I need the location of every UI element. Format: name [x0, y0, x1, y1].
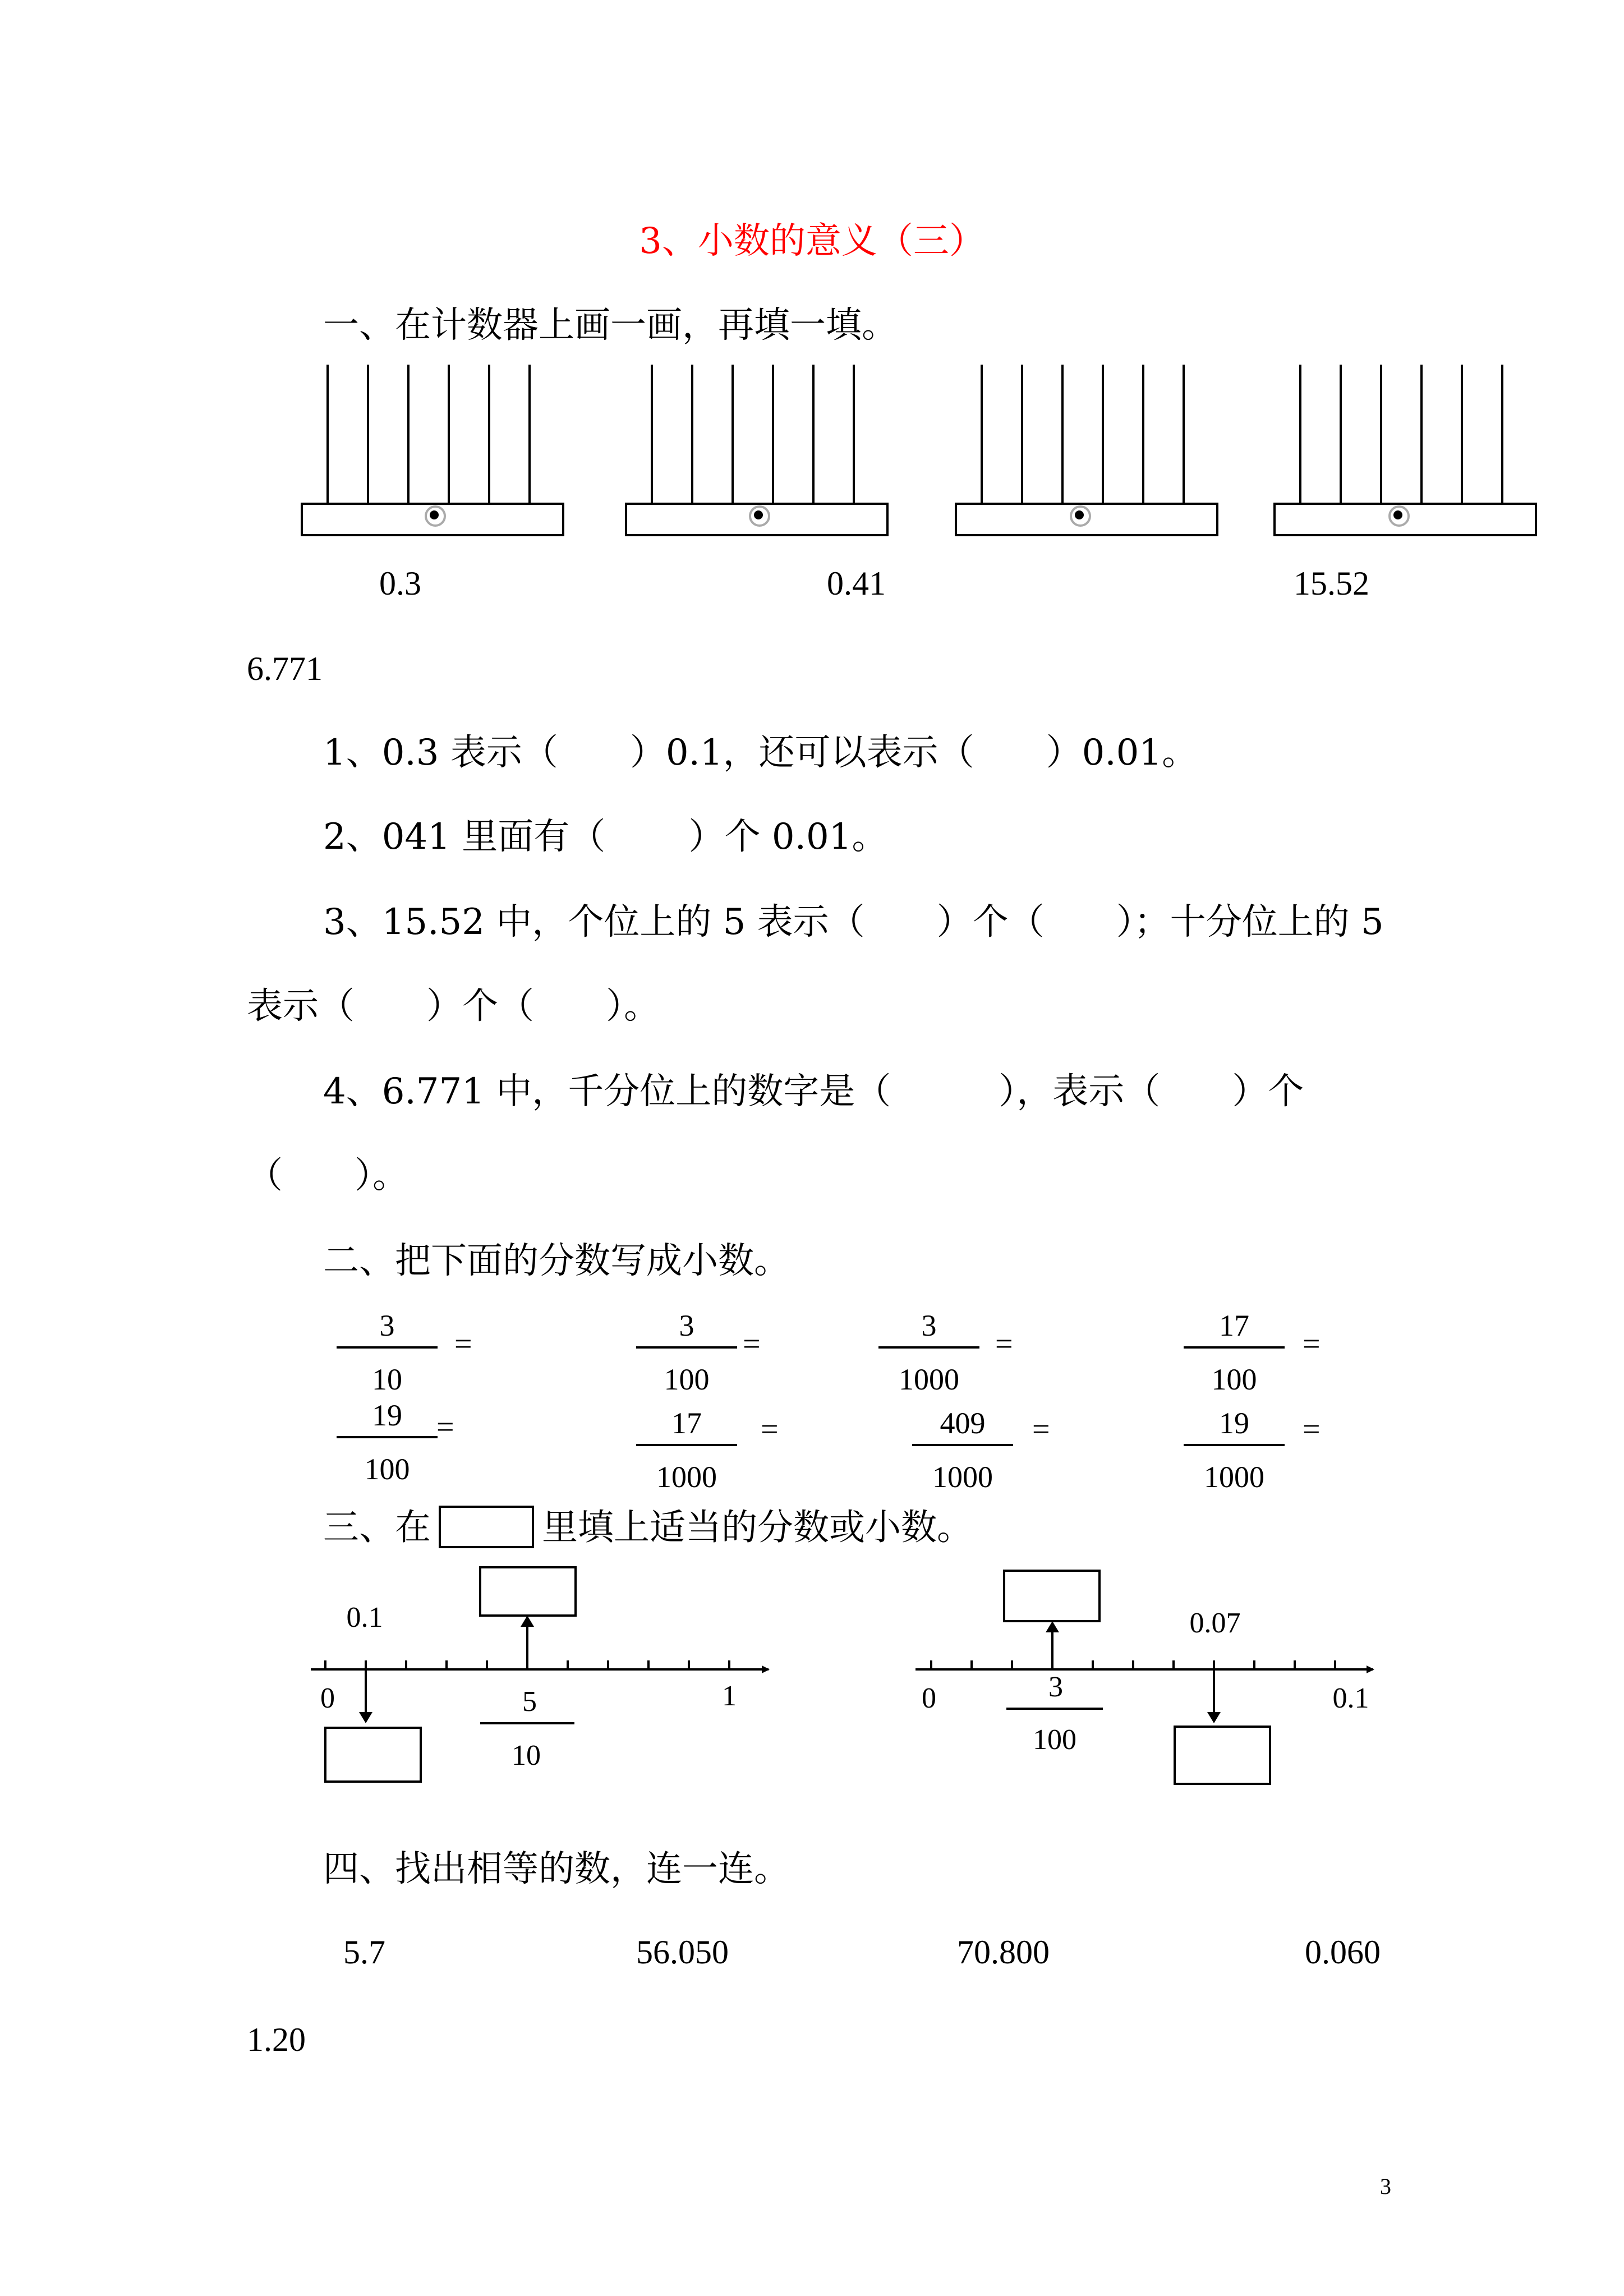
label-end: 0.1: [1332, 1682, 1369, 1714]
equals-sign: =: [1303, 1327, 1321, 1361]
label-start: 0: [922, 1682, 936, 1714]
fraction-numerator: 3: [379, 1309, 395, 1342]
match-number-3: 70.800: [957, 1934, 1050, 1971]
page-title: 3、小数的意义（三）: [639, 220, 985, 262]
counter-diagrams: [292, 359, 1554, 550]
section1-heading: 一、在计数器上画一画，再填一填。: [323, 305, 898, 346]
fraction-denominator: 100: [664, 1363, 710, 1396]
fraction-denominator: 1000: [1204, 1460, 1264, 1494]
counter-3: [956, 365, 1217, 535]
question-4-line2: （ ）。: [247, 1155, 408, 1197]
counter-value-1: 0.3: [379, 565, 421, 602]
match-number-4: 0.060: [1305, 1934, 1381, 1971]
tick-marks: [325, 1660, 729, 1669]
section3-heading: [323, 1509, 973, 1552]
answer-box[interactable]: [480, 1567, 576, 1616]
counter-value-4: 6.771: [247, 650, 323, 687]
answer-box[interactable]: [1175, 1727, 1270, 1784]
match-number-1: 5.7: [343, 1934, 385, 1971]
fraction-denominator: 1000: [656, 1460, 717, 1494]
fraction-r2-4: [1184, 1408, 1285, 1492]
fraction-numerator: 17: [1219, 1309, 1249, 1342]
fraction-numerator: 3: [921, 1309, 937, 1342]
fraction-numerator: 409: [940, 1406, 986, 1440]
question-1: 1、0.3 表示（ ）0.1，还可以表示（ ）0.01。: [323, 732, 1198, 774]
counter-4: [1275, 365, 1536, 535]
equals-sign: =: [743, 1327, 761, 1361]
fraction-denominator: 1000: [932, 1460, 993, 1494]
fraction-r1-4: [1184, 1310, 1285, 1395]
fraction-r1-1: [337, 1310, 438, 1395]
section4-heading: 四、找出相等的数，连一连。: [323, 1848, 790, 1890]
fraction-numerator: 3: [1048, 1671, 1063, 1703]
label-top: 0.1: [346, 1602, 383, 1634]
label-start: 0: [320, 1682, 335, 1714]
fraction-r1-3: [878, 1310, 979, 1395]
fraction-numerator: 19: [1219, 1406, 1249, 1440]
fraction-r2-1: [337, 1400, 438, 1484]
fraction-denominator: 100: [364, 1452, 410, 1486]
question-3-line2: 表示（ ）个（ ）。: [247, 986, 660, 1027]
section3-heading-end: 里填上适当的分数或小数。: [542, 1507, 973, 1549]
number-line-1: [303, 1559, 808, 1806]
section2-heading: 二、把下面的分数写成小数。: [323, 1240, 790, 1282]
fraction-r2-3: [912, 1408, 1013, 1492]
fraction-numerator: 5: [522, 1686, 537, 1718]
question-2: 2、041 里面有（ ）个 0.01。: [323, 816, 888, 858]
counter-2: [626, 365, 887, 535]
page-number: 3: [1380, 2174, 1391, 2199]
fraction-numerator: 17: [671, 1406, 702, 1440]
fraction-r2-2: [636, 1408, 737, 1492]
equals-sign: =: [995, 1327, 1013, 1361]
label-end: 1: [722, 1680, 737, 1712]
counter-value-3: 15.52: [1294, 565, 1369, 602]
fraction-denominator: 100: [1033, 1724, 1076, 1756]
fraction-denominator: 10: [512, 1740, 541, 1772]
equals-sign: =: [436, 1410, 454, 1444]
fraction-r1-2: [636, 1310, 737, 1395]
equals-sign: =: [1303, 1412, 1321, 1447]
match-number-5: 1.20: [247, 2021, 306, 2058]
answer-box[interactable]: [1004, 1571, 1099, 1621]
counter-value-2: 0.41: [827, 565, 886, 602]
equals-sign: =: [454, 1327, 472, 1361]
fraction-numerator: 19: [372, 1398, 402, 1432]
label-top: 0.07: [1189, 1607, 1241, 1639]
answer-box[interactable]: [325, 1728, 421, 1782]
counter-1: [302, 365, 563, 535]
fraction-numerator: 3: [679, 1309, 694, 1342]
tick-marks: [931, 1660, 1335, 1669]
match-number-2: 56.050: [636, 1934, 729, 1971]
question-3-line1: 3、15.52 中，个位上的 5 表示（ ）个（ ）；十分位上的 5: [323, 901, 1384, 943]
number-line-2: [909, 1559, 1414, 1806]
equals-sign: =: [761, 1412, 779, 1447]
fraction-denominator: 100: [1211, 1363, 1257, 1396]
question-4-line1: 4、6.771 中，千分位上的数字是（ ），表示（ ）个: [323, 1071, 1304, 1112]
fraction-denominator: 10: [372, 1363, 402, 1396]
equals-sign: =: [1032, 1412, 1050, 1447]
section3-heading-start: 三、在: [323, 1507, 431, 1549]
fraction-denominator: 1000: [899, 1363, 959, 1396]
answer-box-example: [439, 1506, 534, 1548]
